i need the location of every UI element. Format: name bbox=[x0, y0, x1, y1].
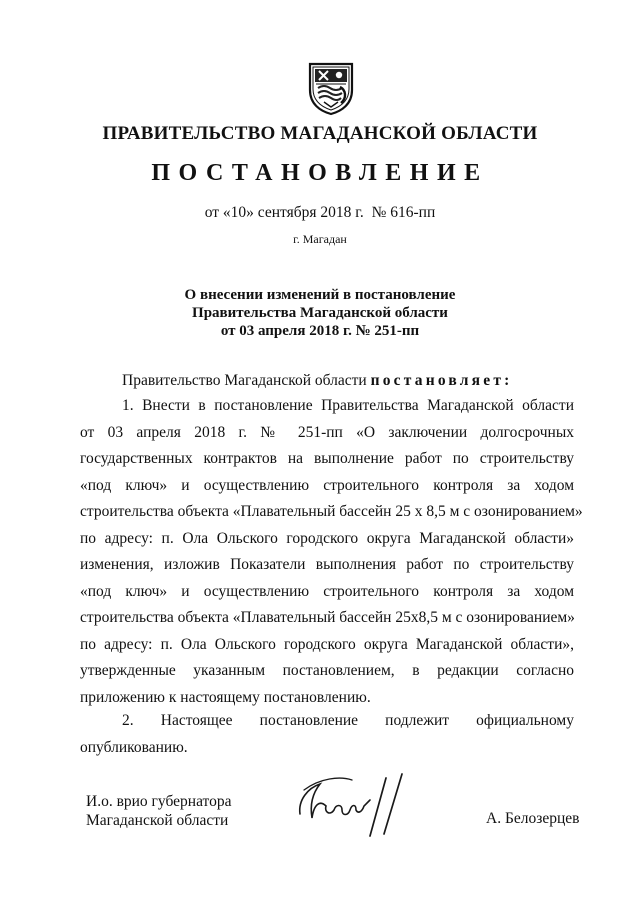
decree-preamble bbox=[122, 372, 513, 390]
decree-number: № 616-пп bbox=[371, 204, 436, 221]
subject-line: Правительства Магаданской области bbox=[192, 305, 448, 321]
paragraph-line: государственных контрактов на выполнение работ по строительству bbox=[80, 450, 574, 467]
city-name: г. Магадан bbox=[293, 232, 347, 246]
paragraph-line: опубликованию. bbox=[80, 738, 188, 756]
handwritten-signature bbox=[290, 770, 425, 842]
decree-preamble-verb: постановляет: bbox=[370, 372, 513, 389]
decree-date-number bbox=[0, 204, 640, 222]
signer-position bbox=[86, 792, 232, 830]
decree-subject bbox=[0, 286, 640, 340]
government-title: ПРАВИТЕЛЬСТВО МАГАДАНСКОЙ ОБЛАСТИ bbox=[102, 123, 538, 144]
paragraph-line: по адресу: п. Ола Ольского городского округа Магаданской области» bbox=[80, 529, 574, 547]
paragraph-line: от 03 апреля 2018 г. № 251-пп «О заключении долгосрочных bbox=[80, 423, 574, 441]
decree-date: от «10» сентября 2018 г. bbox=[204, 204, 364, 221]
subject-line: от 03 апреля 2018 г. № 251-пп bbox=[220, 323, 420, 339]
paragraph-1 bbox=[80, 393, 583, 711]
decree-preamble-text: Правительство Магаданской области bbox=[122, 372, 367, 389]
coat-of-arms-icon bbox=[306, 60, 356, 116]
paragraph-line: по адресу: п. Ола Ольского городского округа Магаданской области», bbox=[80, 635, 574, 653]
paragraph-2 bbox=[80, 708, 574, 761]
signer-position-line: И.о. врио губернатора bbox=[86, 793, 232, 810]
paragraph-line: приложению к настоящему постановлению. bbox=[80, 688, 371, 706]
signer-name: А. Белозерцев bbox=[486, 810, 580, 827]
paragraph-line: «под ключ» и осуществлению строительного контроля за ходом bbox=[80, 476, 574, 494]
paragraph-line: изменения, изложив Показатели выполнения работ по строительству bbox=[80, 556, 574, 573]
paragraph-line: строительства объекта «Плавательный бассейн 25х8,5 м с озонированием» bbox=[80, 609, 575, 626]
signer-position-line: Магаданской области bbox=[86, 812, 229, 829]
paragraph-line: утвержденные указанным постановлением, в редакции согласно bbox=[80, 662, 574, 679]
paragraph-line: 2. Настоящее постановление подлежит официальному bbox=[122, 712, 574, 729]
document-type: ПОСТАНОВЛЕНИЕ bbox=[151, 160, 489, 186]
paragraph-line: 1. Внести в постановление Правительства Магаданской области bbox=[122, 397, 574, 414]
paragraph-line: «под ключ» и осуществлению строительного контроля за ходом bbox=[80, 582, 574, 600]
paragraph-line: строительства объекта «Плавательный бассейн 25 х 8,5 м с озонированием» bbox=[80, 503, 583, 520]
subject-line: О внесении изменений в постановление bbox=[184, 287, 456, 303]
